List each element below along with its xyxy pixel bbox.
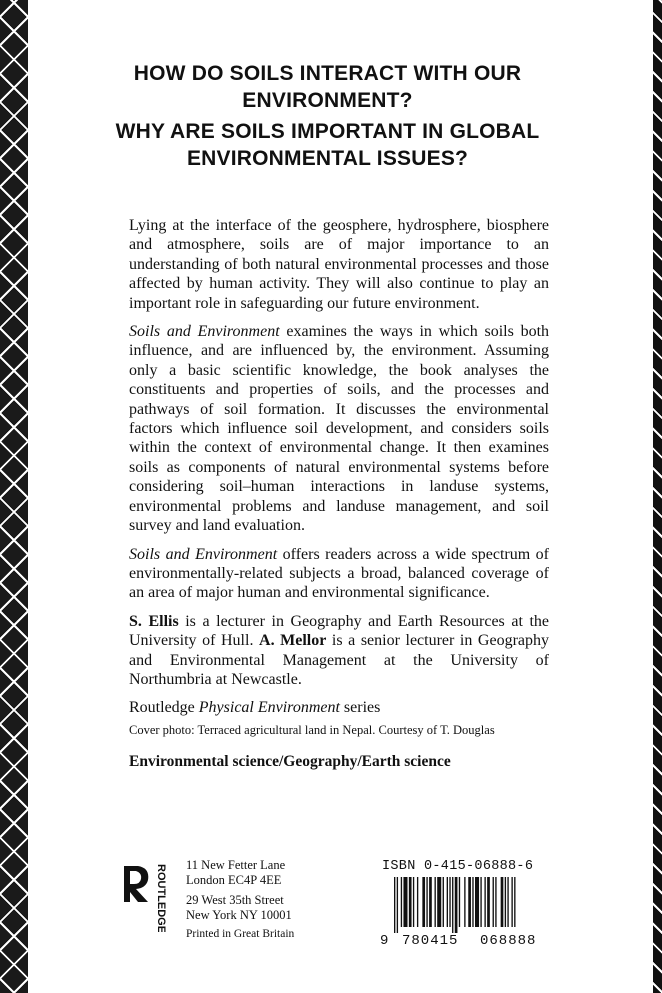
- barcode-bar: [484, 877, 485, 927]
- paragraph-summary: Soils and Environment examines the ways in which soils both influence, and are influenced by, the environment. Assuming only a basic scientific knowledge, the book analyses the constituents and properties of soils, and the processes and pathways of soil formation. It discusses the environmental factors which influence soil development, and considers soils within the context of environmental change. It then examines soils as components of natural environmental systems before considering soil–human interactions in landuse systems, environmental problems and landuse management, and soil survey and land evaluation.: [129, 323, 550, 535]
- barcode-bar: [459, 877, 460, 927]
- isbn-barcode-block: [380, 859, 550, 951]
- book-title: Soils and Environment: [129, 545, 278, 563]
- address-line: 29 West 35th Street: [186, 893, 284, 907]
- edge-pattern-right: [653, 0, 662, 993]
- barcode-bar: [480, 877, 481, 927]
- barcode-bar: [501, 877, 504, 927]
- barcode-bar: [455, 877, 458, 933]
- barcode-bar: [514, 877, 515, 927]
- barcode-bar: [472, 877, 473, 927]
- subject-categories: Environmental science/Geography/Earth science: [129, 752, 451, 770]
- barcode-bar: [447, 877, 448, 927]
- paragraph-intro: Lying at the interface of the geosphere, hydrosphere, biosphere and atmosphere, soils are of major importance to an understanding of both natural environmental processes and those affected by human activity. They will also continue to play an important role in safeguarding our future environment.: [129, 217, 549, 312]
- book-title: Soils and Environment: [129, 323, 280, 341]
- barcode-digits: 9 780415 068888: [380, 933, 537, 949]
- isbn-label: ISBN 0-415-06888-6: [382, 859, 534, 874]
- barcode-bar: [422, 877, 425, 927]
- barcode-bar: [403, 877, 407, 927]
- publisher-address: [186, 858, 336, 942]
- series-line: Routledge Physical Environment series: [129, 699, 381, 717]
- paragraph-authors: S. Ellis is a lecturer in Geography and Earth Resources at the University of Hull. A. Mellor is a senior lecturer in Geography and Environmental Management at the University of Northumbria at Newcastle.: [129, 612, 550, 688]
- author-name: A. Mellor: [259, 632, 327, 650]
- barcode-bar: [429, 877, 432, 927]
- cover-photo-credit: Cover photo: Terraced agricultural land in Nepal. Courtesy of T. Douglas: [129, 722, 495, 737]
- headline-question-1: HOW DO SOILS INTERACT WITH OUR ENVIRONMENT?: [133, 62, 522, 112]
- barcode-bar: [511, 877, 512, 927]
- barcode-bar: [413, 877, 414, 927]
- barcode-bar: [495, 877, 496, 927]
- blurb: [129, 216, 549, 780]
- printed-in: Printed in Great Britain: [186, 928, 295, 940]
- barcode-bar: [493, 877, 494, 927]
- barcode-bar: [409, 877, 412, 927]
- headline-question-2: WHY ARE SOILS IMPORTANT IN GLOBAL ENVIRONMENTAL ISSUES?: [115, 120, 540, 170]
- barcode-bar: [449, 877, 450, 927]
- barcode-bar: [397, 877, 398, 933]
- barcode-bar: [468, 877, 471, 927]
- barcode-bar: [417, 877, 418, 927]
- barcode-bar: [475, 877, 479, 927]
- author-name: S. Ellis: [129, 612, 179, 630]
- barcode-bar: [437, 877, 441, 927]
- barcode-bar: [452, 877, 453, 933]
- barcode-bar: [443, 877, 444, 927]
- logo-wordmark: ROUTLEDGE: [155, 864, 167, 932]
- address-line: London EC4P 4EE: [186, 873, 282, 887]
- routledge-logo: [122, 862, 174, 932]
- barcode-bar: [435, 877, 436, 927]
- spine-pattern-left: [0, 0, 28, 993]
- address-line: New York NY 10001: [186, 908, 292, 922]
- barcode-bar: [394, 877, 395, 933]
- barcode-bar: [426, 877, 427, 927]
- routledge-r-icon: [122, 862, 174, 932]
- barcode-bar: [401, 877, 402, 927]
- barcode-bar: [505, 877, 506, 927]
- barcode: [380, 877, 550, 933]
- barcode-bar: [487, 877, 490, 927]
- barcode-bar: [464, 877, 465, 927]
- barcode-bar: [507, 877, 508, 927]
- paragraph-audience: Soils and Environment offers readers across a wide spectrum of environmentally-related subjects a broad, balanced coverage of an area of major human and environmental significance.: [129, 545, 550, 602]
- series-name: Physical Environment: [198, 699, 340, 717]
- address-line: 11 New Fetter Lane: [186, 858, 286, 872]
